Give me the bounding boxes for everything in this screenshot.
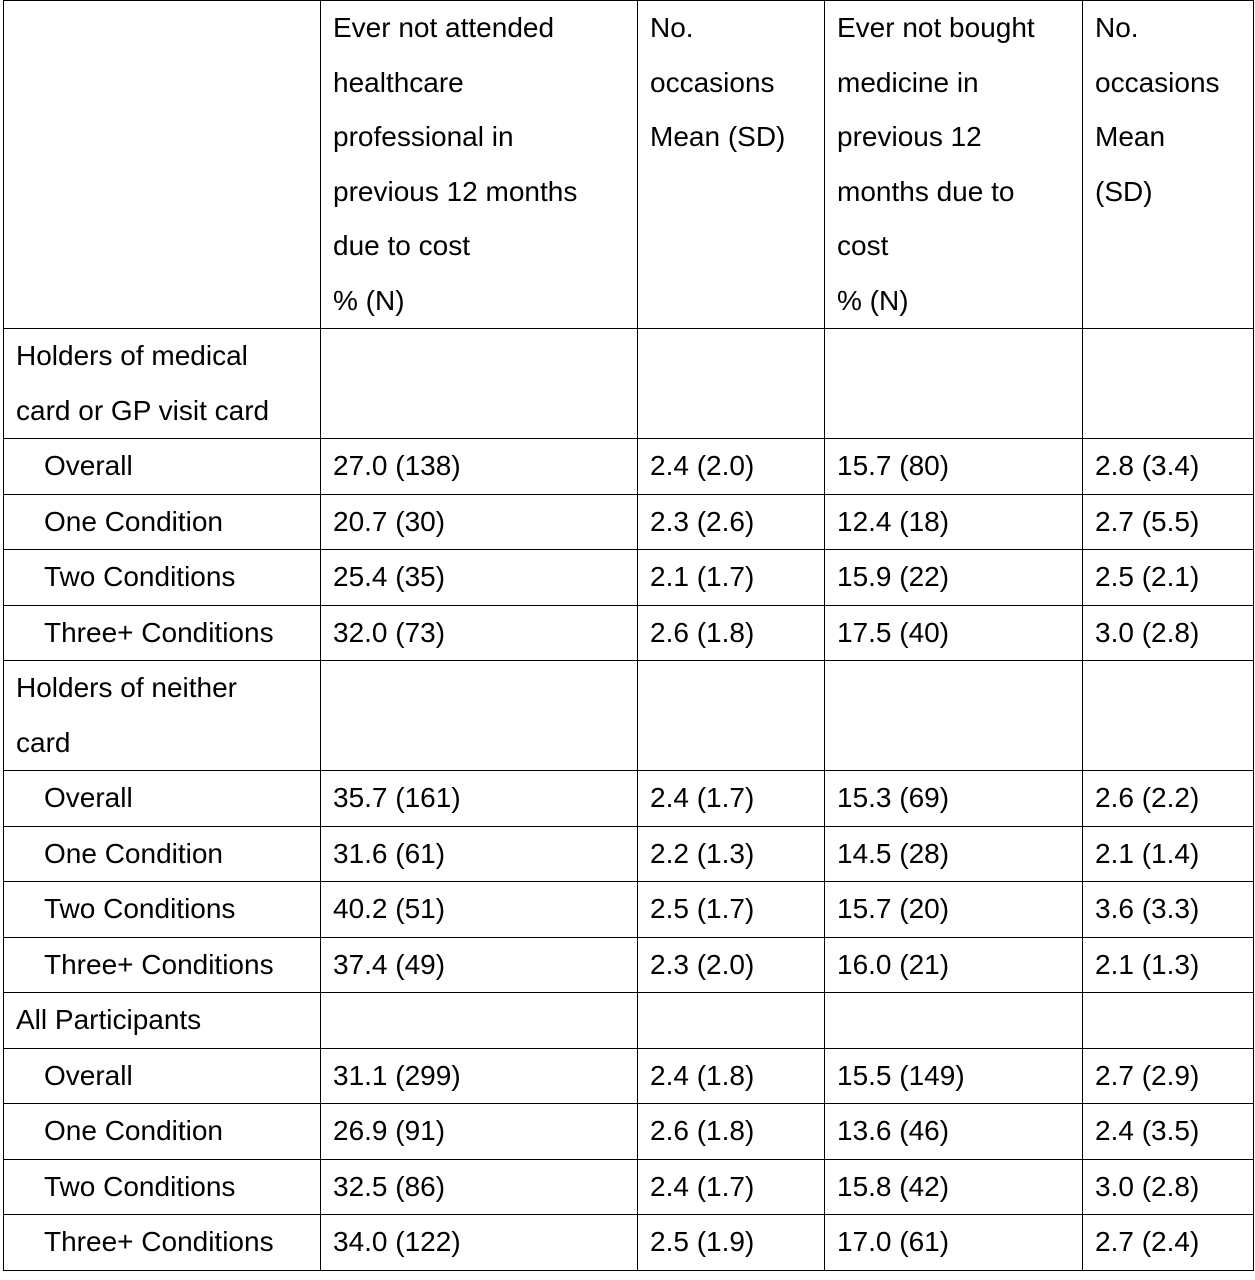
value-cell: 15.3 (69) (825, 771, 1083, 827)
empty-cell (1083, 329, 1254, 439)
value-cell: 32.5 (86) (321, 1159, 638, 1215)
value-cell: 15.7 (20) (825, 882, 1083, 938)
value-cell: 2.3 (2.6) (638, 494, 825, 550)
group-row (4, 329, 1254, 439)
value-cell: 2.3 (2.0) (638, 937, 825, 993)
empty-cell (825, 993, 1083, 1049)
header-line: No. (1095, 12, 1139, 43)
value-cell: 15.7 (80) (825, 439, 1083, 495)
value-cell: 17.0 (61) (825, 1215, 1083, 1271)
group-label-line: Holders of neither (16, 672, 238, 703)
value-cell: 17.5 (40) (825, 605, 1083, 661)
value-cell: 2.1 (1.3) (1083, 937, 1254, 993)
empty-cell (825, 661, 1083, 771)
row-label: Three+ Conditions (4, 605, 321, 661)
table-row (4, 882, 1254, 938)
header-line: Ever not bought (837, 12, 1035, 43)
header-not-bought (825, 1, 1083, 329)
table-row (4, 771, 1254, 827)
value-cell: 2.4 (2.0) (638, 439, 825, 495)
header-row (4, 1, 1254, 329)
table-row (4, 1048, 1254, 1104)
empty-cell (825, 329, 1083, 439)
value-cell: 2.8 (3.4) (1083, 439, 1254, 495)
row-label: Overall (4, 439, 321, 495)
row-label: Two Conditions (4, 882, 321, 938)
value-cell: 32.0 (73) (321, 605, 638, 661)
table-row (4, 826, 1254, 882)
value-cell: 2.5 (1.9) (638, 1215, 825, 1271)
header-line: occasions (1095, 66, 1220, 98)
value-cell: 12.4 (18) (825, 494, 1083, 550)
value-cell: 2.6 (2.2) (1083, 771, 1254, 827)
header-line: Ever not attended (333, 12, 555, 43)
table-row (4, 605, 1254, 661)
value-cell: 2.4 (1.7) (638, 1159, 825, 1215)
empty-cell (638, 661, 825, 771)
value-cell: 37.4 (49) (321, 937, 638, 993)
header-cell-empty (4, 1, 321, 329)
value-cell: 2.4 (3.5) (1083, 1104, 1254, 1160)
empty-cell (638, 993, 825, 1049)
header-occasions-medicine (1083, 1, 1254, 329)
header-line: % (N) (333, 284, 405, 316)
value-cell: 3.0 (2.8) (1083, 605, 1254, 661)
value-cell: 20.7 (30) (321, 494, 638, 550)
header-line: medicine in (837, 66, 979, 98)
value-cell: 2.4 (1.7) (638, 771, 825, 827)
table-row (4, 1159, 1254, 1215)
row-label: Two Conditions (4, 1159, 321, 1215)
group-row (4, 993, 1254, 1049)
empty-cell (1083, 661, 1254, 771)
row-label: One Condition (4, 494, 321, 550)
value-cell: 2.7 (5.5) (1083, 494, 1254, 550)
row-label: One Condition (4, 1104, 321, 1160)
header-line: cost (837, 230, 889, 261)
header-not-attended (321, 1, 638, 329)
row-label: Three+ Conditions (4, 937, 321, 993)
group-label-line: card (16, 726, 71, 758)
table-row (4, 494, 1254, 550)
value-cell: 2.1 (1.7) (638, 550, 825, 606)
value-cell: 2.5 (2.1) (1083, 550, 1254, 606)
empty-cell (321, 661, 638, 771)
value-cell: 40.2 (51) (321, 882, 638, 938)
table-row (4, 1215, 1254, 1271)
value-cell: 31.6 (61) (321, 826, 638, 882)
value-cell: 35.7 (161) (321, 771, 638, 827)
value-cell: 26.9 (91) (321, 1104, 638, 1160)
value-cell: 31.1 (299) (321, 1048, 638, 1104)
value-cell: 27.0 (138) (321, 439, 638, 495)
value-cell: 34.0 (122) (321, 1215, 638, 1271)
group-label (4, 993, 321, 1049)
value-cell: 2.1 (1.4) (1083, 826, 1254, 882)
value-cell: 2.6 (1.8) (638, 605, 825, 661)
group-label-line: All Participants (16, 1004, 202, 1035)
header-line: Mean (1095, 121, 1166, 152)
group-label (4, 661, 321, 771)
header-line: months due to (837, 175, 1015, 207)
header-line: previous 12 months (333, 175, 578, 207)
table-row (4, 1104, 1254, 1160)
header-line: healthcare (333, 66, 464, 98)
empty-cell (321, 329, 638, 439)
group-row (4, 661, 1254, 771)
header-line: occasions (650, 66, 775, 98)
table-row (4, 550, 1254, 606)
header-line: % (N) (837, 284, 909, 316)
row-label: Overall (4, 1048, 321, 1104)
table-row (4, 937, 1254, 993)
header-line: due to cost (333, 230, 470, 261)
header-line: previous 12 (837, 121, 982, 152)
value-cell: 3.6 (3.3) (1083, 882, 1254, 938)
row-label: Two Conditions (4, 550, 321, 606)
value-cell: 15.9 (22) (825, 550, 1083, 606)
empty-cell (1083, 993, 1254, 1049)
value-cell: 2.7 (2.9) (1083, 1048, 1254, 1104)
row-label: Overall (4, 771, 321, 827)
value-cell: 2.7 (2.4) (1083, 1215, 1254, 1271)
value-cell: 16.0 (21) (825, 937, 1083, 993)
value-cell: 15.8 (42) (825, 1159, 1083, 1215)
group-label-line: Holders of medical (16, 340, 248, 371)
value-cell: 2.2 (1.3) (638, 826, 825, 882)
row-label: One Condition (4, 826, 321, 882)
value-cell: 2.4 (1.8) (638, 1048, 825, 1104)
value-cell: 2.6 (1.8) (638, 1104, 825, 1160)
header-line: professional in (333, 121, 514, 152)
value-cell: 25.4 (35) (321, 550, 638, 606)
header-line: (SD) (1095, 175, 1153, 207)
header-occasions-attend (638, 1, 825, 329)
value-cell: 13.6 (46) (825, 1104, 1083, 1160)
results-table (3, 0, 1254, 1271)
table-row (4, 439, 1254, 495)
value-cell: 15.5 (149) (825, 1048, 1083, 1104)
value-cell: 14.5 (28) (825, 826, 1083, 882)
empty-cell (638, 329, 825, 439)
row-label: Three+ Conditions (4, 1215, 321, 1271)
group-label-line: card or GP visit card (16, 394, 270, 426)
value-cell: 3.0 (2.8) (1083, 1159, 1254, 1215)
header-line: No. (650, 12, 694, 43)
empty-cell (321, 993, 638, 1049)
value-cell: 2.5 (1.7) (638, 882, 825, 938)
group-label (4, 329, 321, 439)
header-line: Mean (SD) (650, 121, 786, 152)
